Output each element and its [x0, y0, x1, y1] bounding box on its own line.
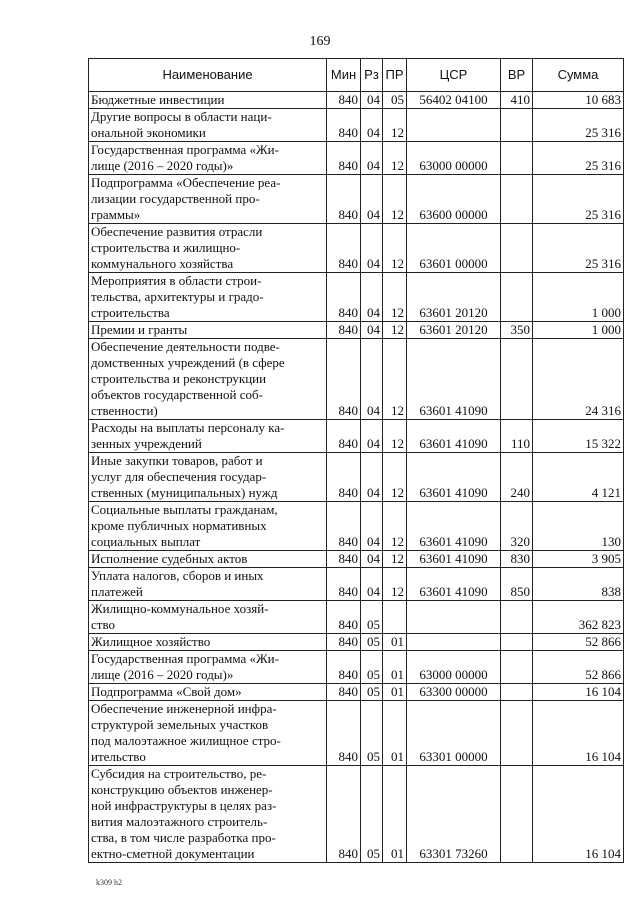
cell-sum: 52 866: [533, 651, 624, 684]
table-row: [89, 601, 624, 634]
column-header-name: Наименование: [89, 59, 327, 92]
table-row: [89, 551, 624, 568]
cell-min: 840: [327, 224, 361, 273]
cell-sum: 15 322: [533, 420, 624, 453]
cell-csr: 63601 41090: [407, 420, 501, 453]
cell-name: Расходы на выплаты персоналу ка- зенных учреждений: [89, 420, 327, 453]
cell-pr: 01: [383, 634, 407, 651]
cell-csr: [407, 601, 501, 634]
cell-name: Жилищное хозяйство: [89, 634, 327, 651]
cell-csr: 63601 41090: [407, 502, 501, 551]
cell-name: Социальные выплаты гражданам, кроме публичных нормативных социальных выплат: [89, 502, 327, 551]
cell-vr: 410: [501, 92, 533, 109]
cell-vr: [501, 601, 533, 634]
cell-name: Субсидия на строительство, ре- конструкцию объектов инженер- ной инфраструктуры в целях раз- вития малоэтажного строитель- ства, в том числе разработка про- ектно-сметной документации: [89, 766, 327, 863]
cell-min: 840: [327, 175, 361, 224]
cell-csr: 63601 00000: [407, 224, 501, 273]
cell-name: Подпрограмма «Обеспечение реа- лизации государственной про- граммы»: [89, 175, 327, 224]
cell-pr: 12: [383, 453, 407, 502]
cell-csr: 63301 73260: [407, 766, 501, 863]
cell-sum: 130: [533, 502, 624, 551]
cell-pr: 12: [383, 175, 407, 224]
cell-sum: 16 104: [533, 766, 624, 863]
cell-name: Бюджетные инвестиции: [89, 92, 327, 109]
table-row: [89, 142, 624, 175]
cell-name: Мероприятия в области строи- тельства, архитектуры и градо- строительства: [89, 273, 327, 322]
cell-name: Другие вопросы в области наци- ональной экономики: [89, 109, 327, 142]
cell-name: Обеспечение деятельности подве- домственных учреждений (в сфере строительства и реконструкции объектов государственной соб- ственности): [89, 339, 327, 420]
cell-name: Уплата налогов, сборов и иных платежей: [89, 568, 327, 601]
cell-rz: 05: [361, 766, 383, 863]
cell-csr: 63601 20120: [407, 273, 501, 322]
cell-pr: 12: [383, 109, 407, 142]
cell-rz: 04: [361, 92, 383, 109]
cell-vr: 830: [501, 551, 533, 568]
table-row: [89, 766, 624, 863]
column-header-min: Мин: [327, 59, 361, 92]
column-header-vr: ВР: [501, 59, 533, 92]
cell-sum: 52 866: [533, 634, 624, 651]
cell-vr: 350: [501, 322, 533, 339]
cell-pr: 12: [383, 568, 407, 601]
cell-rz: 04: [361, 420, 383, 453]
cell-pr: 12: [383, 142, 407, 175]
cell-pr: 01: [383, 766, 407, 863]
cell-min: 840: [327, 634, 361, 651]
cell-vr: [501, 766, 533, 863]
cell-min: 840: [327, 109, 361, 142]
cell-sum: 16 104: [533, 684, 624, 701]
cell-rz: 04: [361, 322, 383, 339]
table-row: [89, 453, 624, 502]
cell-sum: 16 104: [533, 701, 624, 766]
cell-csr: 56402 04100: [407, 92, 501, 109]
cell-sum: 4 121: [533, 453, 624, 502]
cell-sum: 25 316: [533, 109, 624, 142]
cell-pr: 12: [383, 322, 407, 339]
cell-name: Обеспечение развития отрасли строительства и жилищно- коммунального хозяйства: [89, 224, 327, 273]
cell-min: 840: [327, 273, 361, 322]
cell-min: 840: [327, 766, 361, 863]
cell-rz: 05: [361, 634, 383, 651]
cell-min: 840: [327, 568, 361, 601]
cell-sum: 1 000: [533, 322, 624, 339]
corner-note: k309 h2: [96, 878, 122, 887]
cell-sum: 10 683: [533, 92, 624, 109]
cell-min: 840: [327, 92, 361, 109]
cell-min: 840: [327, 322, 361, 339]
cell-pr: 12: [383, 273, 407, 322]
cell-sum: 25 316: [533, 175, 624, 224]
table-row: [89, 109, 624, 142]
table-row: [89, 502, 624, 551]
cell-vr: [501, 224, 533, 273]
cell-vr: [501, 142, 533, 175]
cell-vr: [501, 651, 533, 684]
table-row: [89, 322, 624, 339]
cell-vr: [501, 273, 533, 322]
cell-vr: 320: [501, 502, 533, 551]
table-row: [89, 684, 624, 701]
cell-csr: 63601 41090: [407, 453, 501, 502]
cell-min: 840: [327, 453, 361, 502]
cell-vr: 850: [501, 568, 533, 601]
cell-min: 840: [327, 701, 361, 766]
cell-rz: 04: [361, 175, 383, 224]
cell-rz: 05: [361, 701, 383, 766]
cell-pr: 12: [383, 420, 407, 453]
cell-csr: 63601 41090: [407, 551, 501, 568]
table-header-row: [89, 59, 624, 92]
table-row: [89, 224, 624, 273]
cell-csr: 63300 00000: [407, 684, 501, 701]
cell-csr: [407, 109, 501, 142]
cell-pr: 12: [383, 224, 407, 273]
cell-name: Иные закупки товаров, работ и услуг для обеспечения государ- ственных (муниципальных) нужд: [89, 453, 327, 502]
cell-sum: 25 316: [533, 224, 624, 273]
cell-rz: 04: [361, 502, 383, 551]
cell-pr: [383, 601, 407, 634]
cell-pr: 12: [383, 551, 407, 568]
table-row: [89, 634, 624, 651]
cell-name: Государственная программа «Жи- лище (2016 – 2020 годы)»: [89, 142, 327, 175]
cell-pr: 12: [383, 502, 407, 551]
cell-rz: 04: [361, 142, 383, 175]
table-row: [89, 339, 624, 420]
cell-sum: 838: [533, 568, 624, 601]
cell-vr: 240: [501, 453, 533, 502]
cell-vr: [501, 684, 533, 701]
cell-name: Исполнение судебных актов: [89, 551, 327, 568]
cell-min: 840: [327, 684, 361, 701]
table-row: [89, 92, 624, 109]
table-row: [89, 651, 624, 684]
cell-sum: 1 000: [533, 273, 624, 322]
table-row: [89, 568, 624, 601]
cell-min: 840: [327, 551, 361, 568]
table-row: [89, 175, 624, 224]
cell-vr: [501, 175, 533, 224]
cell-pr: 12: [383, 339, 407, 420]
table-row: [89, 273, 624, 322]
cell-name: Обеспечение инженерной инфра- структурой земельных участков под малоэтажное жилищное стро- ительство: [89, 701, 327, 766]
cell-csr: [407, 634, 501, 651]
cell-rz: 04: [361, 109, 383, 142]
page-number: 169: [309, 34, 331, 49]
column-header-pr: ПР: [383, 59, 407, 92]
table-row: [89, 701, 624, 766]
cell-pr: 01: [383, 651, 407, 684]
cell-min: 840: [327, 502, 361, 551]
cell-csr: 63601 41090: [407, 339, 501, 420]
cell-rz: 04: [361, 339, 383, 420]
cell-name: Подпрограмма «Свой дом»: [89, 684, 327, 701]
cell-vr: [501, 634, 533, 651]
table-row: [89, 420, 624, 453]
cell-min: 840: [327, 601, 361, 634]
cell-min: 840: [327, 420, 361, 453]
cell-csr: 63600 00000: [407, 175, 501, 224]
cell-csr: 63000 00000: [407, 142, 501, 175]
cell-sum: 25 316: [533, 142, 624, 175]
cell-csr: 63601 41090: [407, 568, 501, 601]
cell-sum: 362 823: [533, 601, 624, 634]
cell-name: Жилищно-коммунальное хозяй- ство: [89, 601, 327, 634]
cell-name: Государственная программа «Жи- лище (2016 – 2020 годы)»: [89, 651, 327, 684]
cell-sum: 3 905: [533, 551, 624, 568]
cell-rz: 04: [361, 453, 383, 502]
cell-vr: [501, 109, 533, 142]
cell-vr: 110: [501, 420, 533, 453]
cell-pr: 05: [383, 92, 407, 109]
cell-pr: 01: [383, 684, 407, 701]
cell-vr: [501, 339, 533, 420]
cell-rz: 04: [361, 551, 383, 568]
cell-sum: 24 316: [533, 339, 624, 420]
cell-pr: 01: [383, 701, 407, 766]
cell-min: 840: [327, 651, 361, 684]
budget-table: [88, 58, 624, 863]
cell-csr: 63000 00000: [407, 651, 501, 684]
cell-rz: 05: [361, 651, 383, 684]
cell-csr: 63301 00000: [407, 701, 501, 766]
table-body: [89, 92, 624, 863]
cell-csr: 63601 20120: [407, 322, 501, 339]
cell-min: 840: [327, 339, 361, 420]
cell-rz: 04: [361, 273, 383, 322]
column-header-csr: ЦСР: [407, 59, 501, 92]
cell-vr: [501, 701, 533, 766]
cell-name: Премии и гранты: [89, 322, 327, 339]
column-header-rz: Рз: [361, 59, 383, 92]
column-header-sum: Сумма: [533, 59, 624, 92]
cell-min: 840: [327, 142, 361, 175]
cell-rz: 04: [361, 224, 383, 273]
cell-rz: 05: [361, 601, 383, 634]
cell-rz: 04: [361, 568, 383, 601]
cell-rz: 05: [361, 684, 383, 701]
